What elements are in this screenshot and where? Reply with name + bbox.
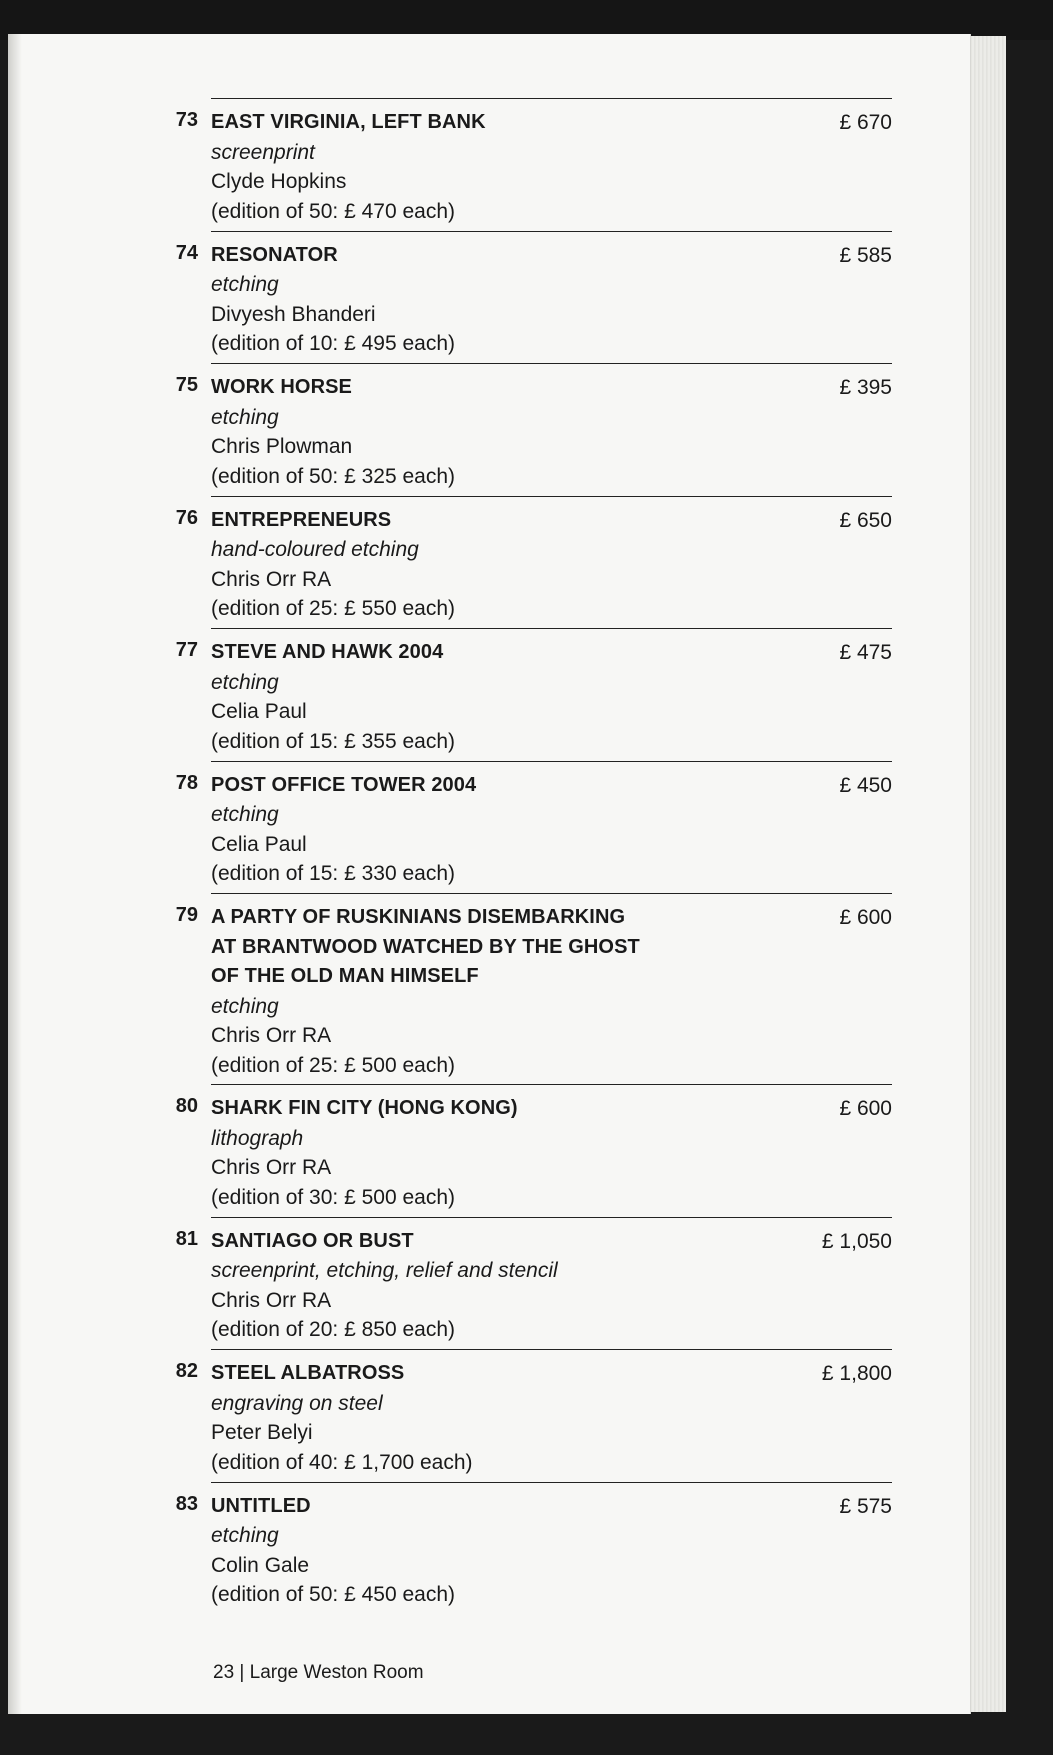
entry-price: £ 450 [839,773,892,797]
entry-number: 79 [175,904,198,926]
entry-edition: (edition of 50: £ 450 each) [211,1583,456,1606]
entry-price: £ 670 [839,111,892,134]
entry-medium: etching [211,994,279,1018]
catalogue-entry [150,893,892,1084]
entry-title: A PARTY OF RUSKINIANS DISEMBARKING AT BRANTWOOD WATCHED BY THE GHOST OF THE OLD MAN HIMSELF [211,906,640,987]
entry-edition: (edition of 25: £ 500 each) [211,1053,456,1077]
entry-artist: Chris Orr RA [211,1156,332,1179]
entry-medium: lithograph [211,1126,304,1150]
catalogue-entry [150,1482,892,1615]
catalogue-entry [150,98,892,231]
page-gutter-shadow [8,34,22,1714]
catalogue-entry [150,761,892,894]
entry-edition: (edition of 30: £ 500 each) [211,1185,456,1209]
entry-edition: (edition of 20: £ 850 each) [211,1318,456,1341]
entry-number: 83 [175,1492,198,1515]
entry-divider [211,628,892,629]
entry-artist: Peter Belyi [211,1421,313,1444]
entry-medium: etching [211,405,279,429]
room-name: Large Weston Room [249,1662,424,1683]
entry-artist: Chris Orr RA [211,1024,332,1047]
entry-edition: (edition of 15: £ 355 each) [211,729,456,753]
entry-medium: engraving on steel [211,1391,383,1415]
entry-details [211,1094,892,1212]
entry-details [211,771,892,889]
entry-divider [211,1482,892,1483]
entry-artist: Divyesh Bhanderi [211,302,376,326]
entry-divider [211,1349,892,1350]
catalogue-list [150,98,892,1614]
entry-artist: Celia Paul [211,832,307,856]
entry-edition: (edition of 40: £ 1,700 each) [211,1450,473,1474]
entry-number: 82 [175,1360,198,1382]
entry-medium: etching [211,670,279,694]
entry-medium: etching [211,803,279,826]
entry-details [211,506,892,624]
entry-artist: Colin Gale [211,1553,310,1577]
page-footer [213,1662,424,1684]
entry-divider [211,1217,892,1218]
entry-title: POST OFFICE TOWER 2004 [211,773,477,796]
catalogue-entry [150,231,892,364]
entry-price: £ 1,800 [821,1362,892,1385]
catalogue-entry [150,628,892,761]
entry-details [211,373,892,491]
entry-title: SHARK FIN CITY (HONG KONG) [211,1097,518,1119]
page-number: 23 [213,1662,235,1683]
entry-number: 74 [175,241,198,264]
entry-edition: (edition of 25: £ 550 each) [211,597,456,620]
entry-details [211,1492,892,1610]
catalogue-entry [150,363,892,496]
entry-medium: screenprint, etching, relief and stencil [211,1259,558,1282]
entry-price: £ 475 [839,641,892,664]
entry-divider [211,98,892,99]
entry-details [211,1359,892,1477]
catalogue-entry [150,496,892,629]
entry-number: 73 [175,109,198,131]
footer-separator: | [239,1662,245,1683]
entry-medium: etching [211,1524,279,1547]
entry-details [211,241,892,359]
entry-medium: etching [211,273,279,296]
entry-number: 78 [175,771,198,794]
entry-title: EAST VIRGINIA, LEFT BANK [211,111,486,133]
entry-edition: (edition of 15: £ 330 each) [211,862,456,885]
entry-title: STEVE AND HAWK 2004 [211,641,444,663]
entry-number: 80 [175,1095,198,1117]
entry-price: £ 1,050 [821,1229,892,1253]
entry-divider [211,1084,892,1085]
entry-details [211,108,892,226]
catalogue-entry [150,1349,892,1482]
entry-price: £ 575 [839,1494,892,1518]
entry-medium: hand-coloured etching [211,538,419,561]
entry-price: £ 600 [839,906,892,929]
entry-title: ENTREPRENEURS [211,508,392,531]
entry-divider [211,761,892,762]
entry-artist: Chris Orr RA [211,1288,332,1312]
page-stack-edge [968,36,1006,1712]
entry-number: 76 [175,506,198,529]
entry-title: UNTITLED [211,1494,311,1517]
entry-price: £ 395 [839,376,892,399]
catalogue-entry [150,1084,892,1217]
entry-details [211,638,892,756]
entry-price: £ 650 [839,508,892,532]
entry-number: 77 [175,639,198,661]
entry-details [211,903,892,1080]
entry-medium: screenprint [211,140,315,164]
catalogue-entry [150,1217,892,1350]
entry-divider [211,231,892,232]
entry-title: STEEL ALBATROSS [211,1362,405,1384]
entry-price: £ 585 [839,243,892,267]
entry-number: 75 [175,374,198,396]
entry-edition: (edition of 50: £ 470 each) [211,199,456,223]
entry-price: £ 600 [839,1097,892,1120]
entry-title: RESONATOR [211,243,338,266]
entry-artist: Chris Plowman [211,435,353,458]
entry-title: SANTIAGO OR BUST [211,1229,414,1252]
entry-title: WORK HORSE [211,376,352,398]
entry-artist: Clyde Hopkins [211,170,347,193]
entry-edition: (edition of 10: £ 495 each) [211,332,456,355]
entry-artist: Chris Orr RA [211,567,332,591]
entry-divider [211,363,892,364]
entry-artist: Celia Paul [211,700,307,723]
entry-number: 81 [175,1227,198,1250]
entry-details [211,1227,892,1345]
entry-divider [211,893,892,894]
entry-divider [211,496,892,497]
entry-edition: (edition of 50: £ 325 each) [211,464,456,488]
